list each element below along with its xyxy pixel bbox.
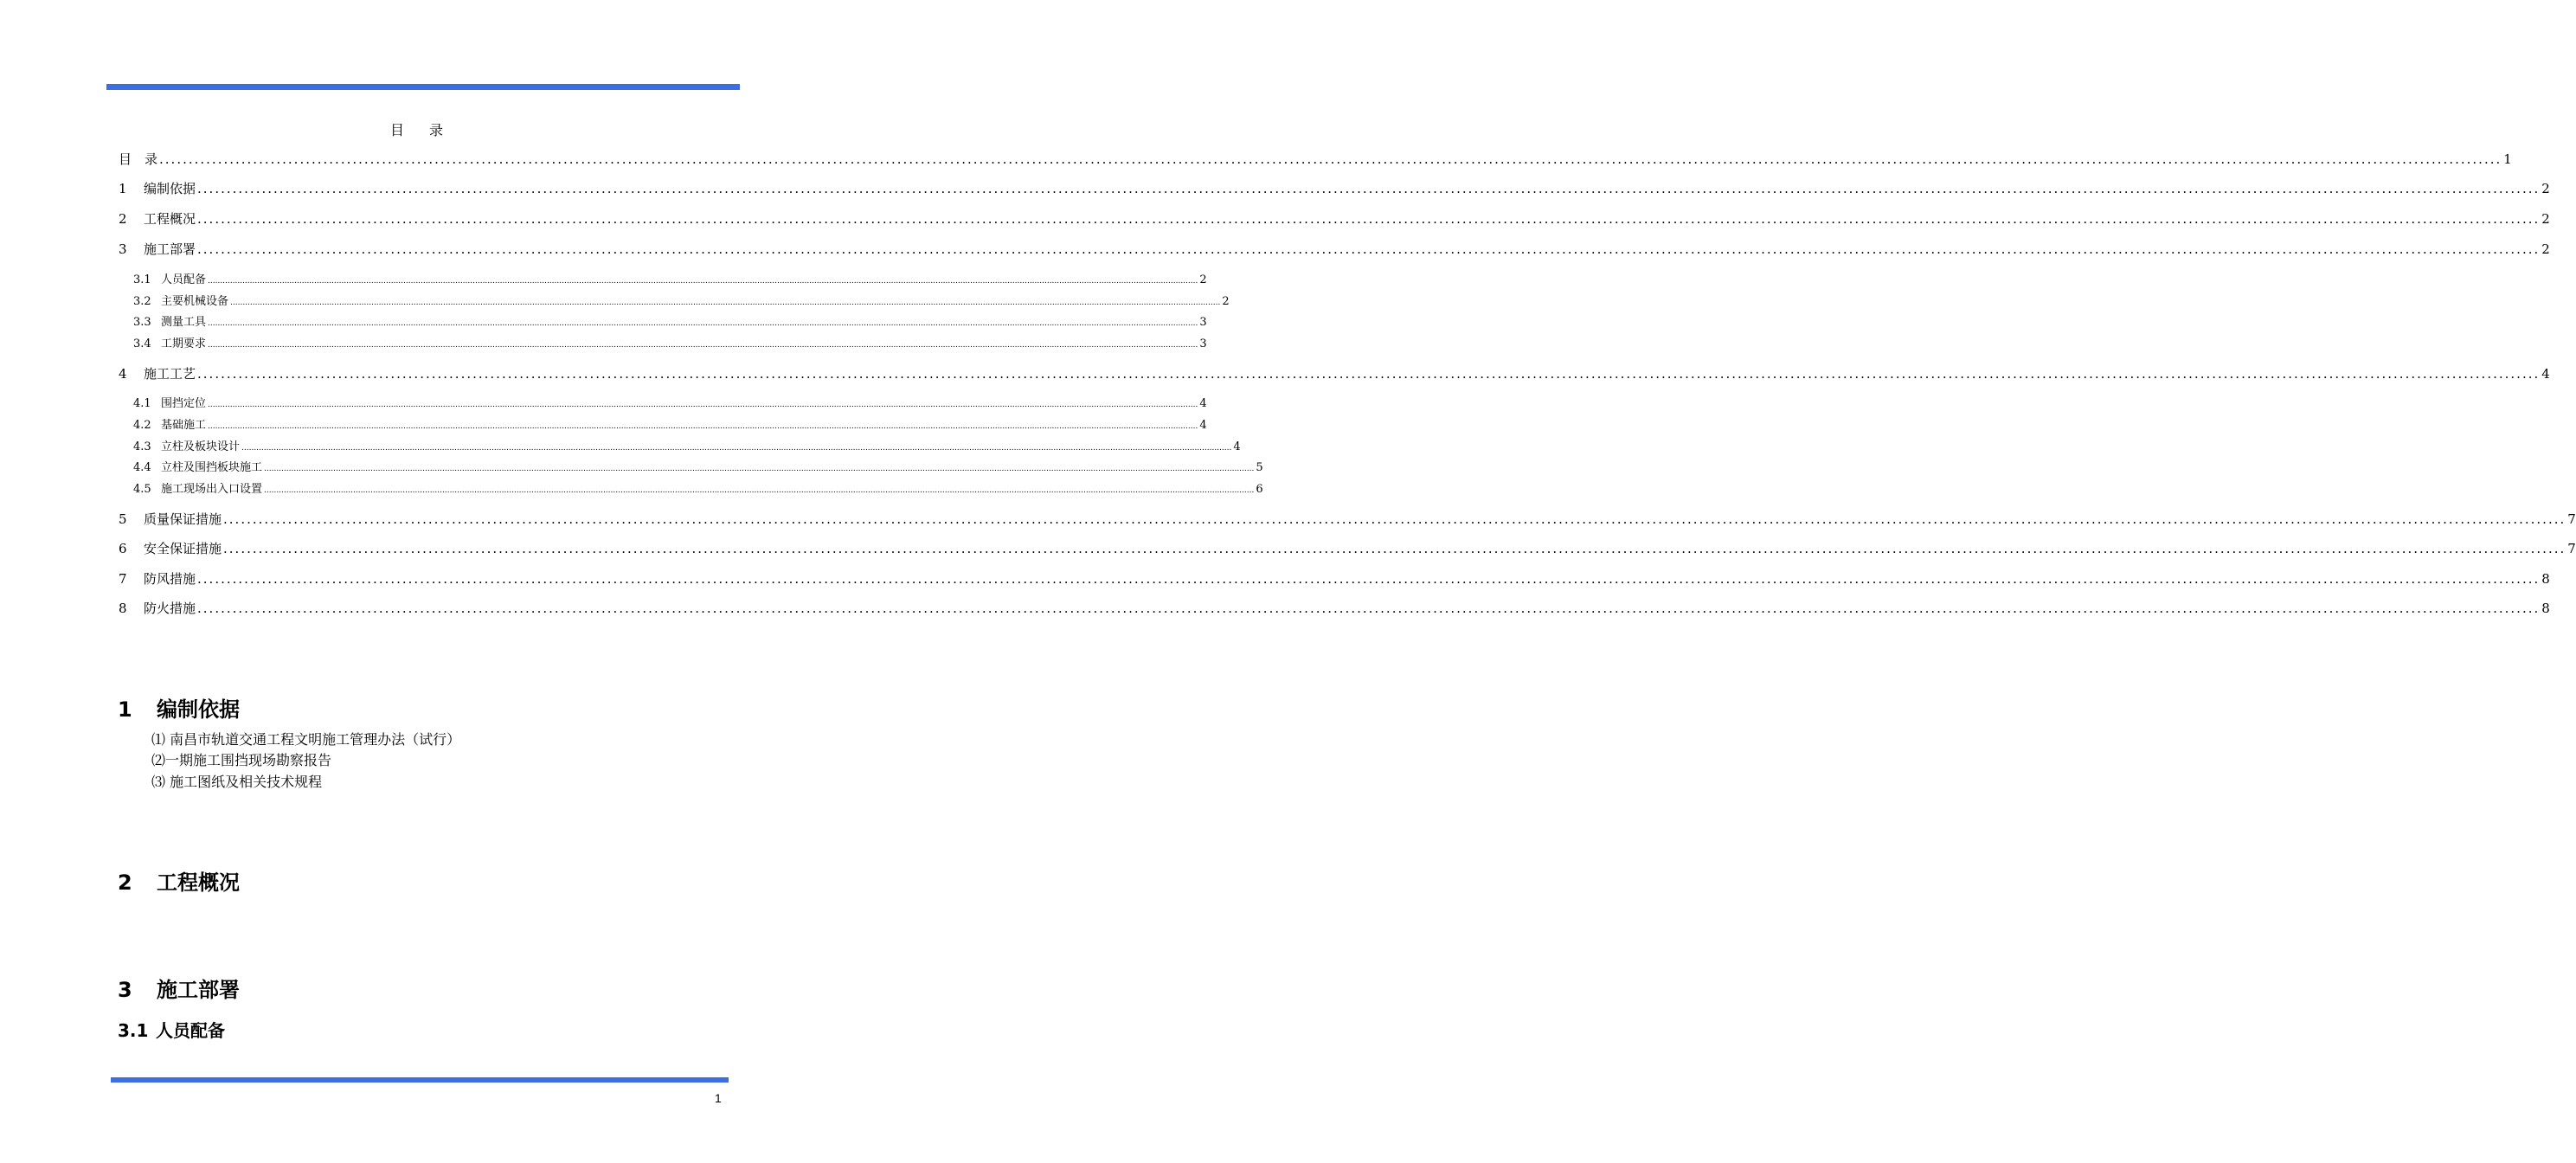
toc-entry-label: [119, 599, 196, 617]
toc-entry-label: [133, 292, 228, 308]
toc-entry-number: 4.1: [133, 397, 151, 410]
toc-entry-title: 测量工具: [161, 316, 207, 329]
toc-entry[interactable]: [119, 240, 2550, 258]
toc-entry-number: 3.2: [133, 295, 151, 308]
toc-page-number: 2: [1199, 273, 1207, 286]
toc-entry-label: [133, 312, 206, 329]
reference-item: ⑵一期施工围挡现场勘察报告: [151, 752, 332, 768]
toc-page-number: 8: [2541, 571, 2550, 587]
toc-leader-dots: ................................................................................................................................................................................................................................................................................................................................................................................................................: [230, 299, 1221, 307]
toc-entry-number: 4.2: [133, 419, 151, 432]
toc-entry-label: [119, 510, 222, 528]
section-title: 施工部署: [157, 978, 240, 1002]
toc-page-number: 3: [1199, 337, 1207, 350]
toc-page-number: 5: [1256, 461, 1263, 474]
toc-leader-dots: ................................................................................................................................................................................................................................................................................................................................................................................................................: [264, 465, 1255, 473]
toc-entry-label: [119, 179, 196, 197]
toc-entry-title: 施工部署: [144, 241, 196, 257]
toc-leader-dots: ................................................................................................................................................................................................................................................................................................................................................................................................................: [197, 181, 2541, 196]
toc-page-number: 8: [2541, 601, 2550, 616]
toc-leader-dots: ................................................................................................................................................................................................................................................................................................................................................................................................................: [197, 601, 2541, 616]
toc-page-number: 4: [2541, 366, 2550, 382]
toc-page-number: 7: [2567, 541, 2576, 556]
section-3-1-heading: [118, 1017, 225, 1042]
toc-page-number: 4: [1233, 440, 1241, 453]
toc-leader-dots: ................................................................................................................................................................................................................................................................................................................................................................................................................: [208, 319, 1198, 328]
section-title: 人员配备: [156, 1020, 225, 1041]
toc-leader-dots: ................................................................................................................................................................................................................................................................................................................................................................................................................: [159, 151, 2502, 167]
toc-entry-title: 立柱及板块设计: [161, 440, 241, 453]
section-title: 工程概况: [157, 871, 240, 895]
toc-entry-title: 基础施工: [161, 419, 207, 432]
toc-page-number: 1: [2503, 151, 2512, 167]
toc-entry[interactable]: [119, 209, 2550, 228]
toc-entry-title: 主要机械设备: [161, 295, 229, 308]
toc-subentry[interactable]: [133, 312, 1207, 329]
toc-subentry[interactable]: [133, 415, 1207, 432]
toc-entry-label: [119, 150, 157, 168]
toc-entry-number: 5: [119, 511, 127, 527]
toc-entry-number: 8: [119, 601, 127, 616]
section-2-heading: [118, 865, 240, 896]
section-number: 2: [118, 871, 132, 895]
section-number: 1: [118, 697, 132, 722]
toc-entry-title: 编制依据: [144, 181, 196, 196]
header-rule: [106, 84, 740, 90]
toc-entry-number: 3.1: [133, 273, 151, 286]
toc-entry-label: [119, 569, 196, 588]
toc-entry-title: 质量保证措施: [144, 511, 222, 527]
toc-entry-number: 1: [119, 181, 127, 196]
toc-page-number: 2: [2541, 181, 2550, 196]
toc-entry-number: 7: [119, 571, 127, 587]
toc-entry-label: [133, 479, 262, 496]
toc-leader-dots: ................................................................................................................................................................................................................................................................................................................................................................................................................: [197, 571, 2541, 587]
toc-page-number: 4: [1199, 419, 1207, 432]
toc-entry-number: 6: [119, 541, 127, 556]
toc-page-number: 2: [2541, 241, 2550, 257]
toc-entry-number: 4.4: [133, 461, 151, 474]
toc-entry-label: [133, 394, 206, 410]
section-number: 3.1: [118, 1020, 149, 1041]
toc-entry[interactable]: [119, 364, 2550, 382]
toc-leader-dots: ................................................................................................................................................................................................................................................................................................................................................................................................................: [208, 277, 1198, 286]
toc-entry[interactable]: [119, 539, 2576, 557]
toc-entry-number: 2: [119, 211, 127, 227]
toc-entry-title: 围挡定位: [161, 397, 207, 410]
toc-entry-title: 安全保证措施: [144, 541, 222, 556]
toc-leader-dots: ................................................................................................................................................................................................................................................................................................................................................................................................................: [223, 541, 2566, 556]
toc-page-number: 3: [1199, 316, 1207, 329]
toc-leader-dots: ................................................................................................................................................................................................................................................................................................................................................................................................................: [208, 422, 1198, 431]
toc-entry-number: 3: [119, 241, 127, 257]
toc-entry[interactable]: [119, 150, 2512, 168]
toc-entry-label: [133, 334, 206, 350]
toc-entry-number: 4: [119, 366, 127, 382]
toc-leader-dots: ................................................................................................................................................................................................................................................................................................................................................................................................................: [197, 241, 2541, 257]
toc-page-number: 6: [1256, 483, 1263, 496]
toc-leader-dots: ................................................................................................................................................................................................................................................................................................................................................................................................................: [197, 211, 2541, 227]
toc-entry-label: [119, 240, 196, 258]
toc-title: 目 录: [389, 122, 454, 138]
toc-entry-number: 3.3: [133, 316, 151, 329]
section-1-heading: [118, 692, 240, 723]
reference-item: ⑶ 施工图纸及相关技术规程: [151, 774, 323, 790]
section-title: 编制依据: [157, 697, 240, 722]
toc-entry-title: 防风措施: [144, 571, 196, 587]
toc-subentry[interactable]: [133, 270, 1207, 286]
toc-entry-label: [133, 458, 262, 474]
page-number: 1: [715, 1091, 722, 1105]
toc-entry[interactable]: [119, 510, 2576, 528]
toc-subentry[interactable]: [133, 334, 1207, 350]
toc-subentry[interactable]: [133, 394, 1207, 410]
toc-leader-dots: ................................................................................................................................................................................................................................................................................................................................................................................................................: [241, 444, 1232, 453]
section-3-heading: [118, 973, 240, 1003]
toc-subentry[interactable]: [133, 292, 1230, 308]
toc-entry-title: 施工工艺: [144, 366, 196, 382]
toc-entry-title: 施工现场出入口设置: [161, 483, 263, 496]
section-number: 3: [118, 978, 132, 1002]
footer-rule: [111, 1077, 729, 1083]
toc-entry-number: 4.5: [133, 483, 151, 496]
toc-page-number: 2: [2541, 211, 2550, 227]
toc-entry-label: [119, 209, 196, 228]
toc-subentry[interactable]: [133, 437, 1241, 453]
toc-entry-label: [119, 364, 196, 382]
toc-entry-number: 3.4: [133, 337, 151, 350]
toc-entry-number: 4.3: [133, 440, 151, 453]
toc-subentry[interactable]: [133, 479, 1263, 496]
toc-leader-dots: ................................................................................................................................................................................................................................................................................................................................................................................................................: [208, 341, 1198, 350]
toc-entry-title: 防火措施: [144, 601, 196, 616]
reference-item: ⑴ 南昌市轨道交通工程文明施工管理办法（试行）: [151, 731, 461, 748]
toc-entry-label: [133, 437, 240, 453]
toc-page-number: 2: [1222, 295, 1230, 308]
toc-entry-label: [133, 415, 206, 432]
toc-page-number: 4: [1199, 397, 1207, 410]
toc-entry-title: 立柱及围挡板块施工: [161, 461, 263, 474]
toc-leader-dots: ................................................................................................................................................................................................................................................................................................................................................................................................................: [208, 401, 1198, 409]
toc-page-number: 7: [2567, 511, 2576, 527]
toc-entry[interactable]: [119, 179, 2550, 197]
toc-entry-label: [119, 539, 222, 557]
toc-leader-dots: ................................................................................................................................................................................................................................................................................................................................................................................................................: [197, 366, 2541, 382]
toc-entry-label: [133, 270, 206, 286]
toc-subentry[interactable]: [133, 458, 1263, 474]
toc-entry-title: 工程概况: [144, 211, 196, 227]
toc-leader-dots: ................................................................................................................................................................................................................................................................................................................................................................................................................: [264, 486, 1255, 495]
toc-entry[interactable]: [119, 599, 2550, 617]
toc-entry-title: 人员配备: [161, 273, 207, 286]
toc-entry-title: 目 录: [119, 151, 158, 167]
toc-entry-title: 工期要求: [161, 337, 207, 350]
toc-leader-dots: ................................................................................................................................................................................................................................................................................................................................................................................................................: [223, 511, 2566, 527]
toc-entry[interactable]: [119, 569, 2550, 588]
